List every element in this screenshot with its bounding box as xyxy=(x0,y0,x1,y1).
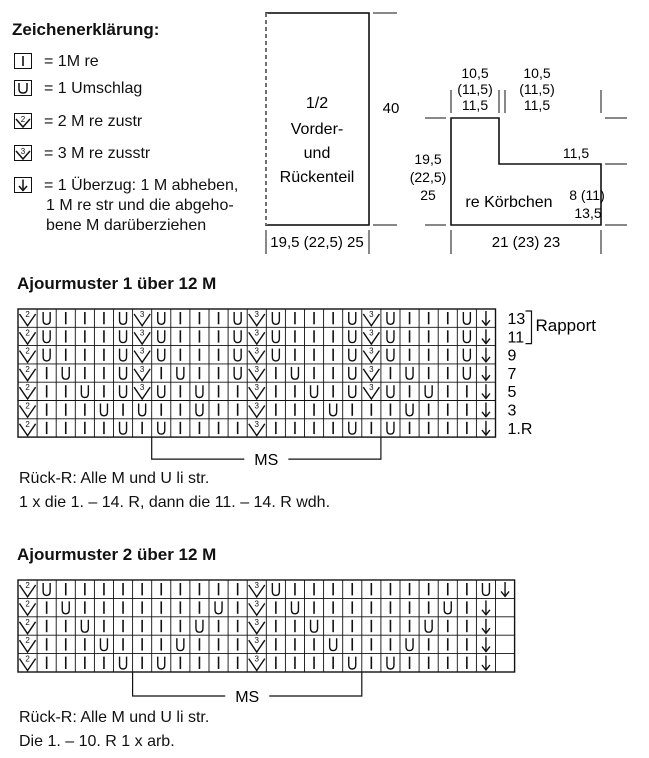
svg-text:3: 3 xyxy=(139,346,145,356)
rapport-bracket xyxy=(526,311,532,344)
svg-text:3: 3 xyxy=(254,419,259,429)
panel-label-4: Rückenteil xyxy=(279,169,355,186)
svg-text:3: 3 xyxy=(20,147,26,156)
row-label: 13 xyxy=(507,311,526,328)
ms-label: MS xyxy=(254,452,279,470)
pattern2-title: Ajourmuster 2 über 12 M xyxy=(17,545,217,564)
svg-text:2: 2 xyxy=(25,636,30,646)
svg-text:3: 3 xyxy=(139,364,145,374)
cup-right-lower-2: 13,5 xyxy=(574,205,602,221)
svg-text:2: 2 xyxy=(25,310,30,319)
pattern1-chart xyxy=(0,300,649,480)
panel-label-3: und xyxy=(303,145,331,162)
svg-text:3: 3 xyxy=(254,310,259,319)
svg-text:3: 3 xyxy=(254,383,259,393)
k2tog-icon xyxy=(14,113,32,129)
panel-width-label: 19,5 (22,5) 25 xyxy=(270,234,364,251)
knit-stitch-icon xyxy=(14,53,32,69)
legend-text-yarn-over: = 1 Umschlag xyxy=(44,80,143,97)
svg-text:2: 2 xyxy=(25,401,30,411)
cup-label: re Körbchen xyxy=(465,194,553,211)
cup-top-left-3: 11,5 xyxy=(461,97,489,113)
cup-width-label: 21 (23) 23 xyxy=(491,234,561,251)
svg-text:3: 3 xyxy=(369,383,374,393)
row-label: 7 xyxy=(507,365,517,383)
yarn-over-icon xyxy=(14,80,32,96)
svg-text:2: 2 xyxy=(25,364,30,374)
svg-text:3: 3 xyxy=(139,328,145,338)
panel-label-2: Vorder- xyxy=(290,121,344,138)
legend-text-k2tog: = 2 M re zustr xyxy=(44,113,143,130)
svg-text:2: 2 xyxy=(25,581,30,590)
svg-text:3: 3 xyxy=(254,346,259,356)
svg-text:2: 2 xyxy=(25,419,30,429)
pattern2-chart xyxy=(0,570,649,705)
cup-top-left-2: (11,5) xyxy=(457,81,493,97)
legend-text-knit: = 1M re xyxy=(44,53,99,70)
svg-text:3: 3 xyxy=(254,581,259,590)
svg-text:2: 2 xyxy=(25,617,30,627)
pattern1-title: Ajourmuster 1 über 12 M xyxy=(17,274,217,293)
skp-icon xyxy=(14,177,32,193)
pattern1-note-1: Rück-R: Alle M und U li str. xyxy=(19,470,210,487)
cup-left-2: (22,5) xyxy=(409,169,447,185)
legend-title: Zeichenerklärung: xyxy=(12,20,160,39)
svg-text:3: 3 xyxy=(254,328,259,338)
cup-right-lower-1: 8 (11) xyxy=(569,187,605,203)
svg-text:3: 3 xyxy=(254,636,259,646)
k3tog-icon xyxy=(14,145,32,161)
svg-text:3: 3 xyxy=(254,364,259,374)
row-label: 9 xyxy=(507,347,517,365)
row-label: 1.R xyxy=(507,420,533,438)
row-label: 3 xyxy=(507,402,517,420)
legend-text-skp-3: bene M darüberziehen xyxy=(46,217,207,234)
svg-text:3: 3 xyxy=(369,328,374,338)
rapport-label: Rapport xyxy=(535,316,596,335)
svg-text:3: 3 xyxy=(369,364,374,374)
cup-top-right-1: 10,5 xyxy=(523,65,551,81)
svg-text:3: 3 xyxy=(369,346,374,356)
svg-text:2: 2 xyxy=(20,115,26,124)
pattern1-note-2: 1 x die 1. – 14. R, dann die 11. – 14. R wdh. xyxy=(19,494,331,511)
svg-text:2: 2 xyxy=(25,346,30,356)
cup-left-1: 19,5 xyxy=(414,151,442,167)
legend-text-skp-2: 1 M re str und die abgeho- xyxy=(46,197,234,214)
svg-text:2: 2 xyxy=(25,383,30,393)
svg-text:3: 3 xyxy=(139,383,145,393)
cup-top-left-1: 10,5 xyxy=(461,65,489,81)
cup-top-right-3: 11,5 xyxy=(523,97,551,113)
cup-left-3: 25 xyxy=(420,187,436,203)
cup-right-upper: 11,5 xyxy=(562,145,590,161)
legend-text-skp-1: = 1 Überzug: 1 M abheben, xyxy=(44,177,239,194)
garment-schematic xyxy=(255,0,649,262)
legend-text-k3tog: = 3 M re zusstr xyxy=(44,145,151,162)
svg-text:3: 3 xyxy=(369,310,374,319)
svg-text:3: 3 xyxy=(254,401,259,411)
pattern2-note-2: Die 1. – 10. R 1 x arb. xyxy=(19,733,175,750)
row-label: 11 xyxy=(507,329,525,347)
front-back-panel xyxy=(266,13,369,225)
svg-text:2: 2 xyxy=(25,654,30,664)
svg-text:3: 3 xyxy=(254,617,259,627)
svg-text:3: 3 xyxy=(254,599,259,609)
panel-height-label: 40 xyxy=(382,100,400,117)
cup-top-right-2: (11,5) xyxy=(519,81,555,97)
svg-text:3: 3 xyxy=(139,310,145,319)
ms-label: MS xyxy=(235,689,260,705)
pattern2-note-1: Rück-R: Alle M und U li str. xyxy=(19,709,210,726)
panel-label-1: 1/2 xyxy=(305,95,329,112)
row-label: 5 xyxy=(507,384,517,402)
svg-text:2: 2 xyxy=(25,599,30,609)
svg-text:3: 3 xyxy=(254,654,259,664)
svg-text:2: 2 xyxy=(25,328,30,338)
